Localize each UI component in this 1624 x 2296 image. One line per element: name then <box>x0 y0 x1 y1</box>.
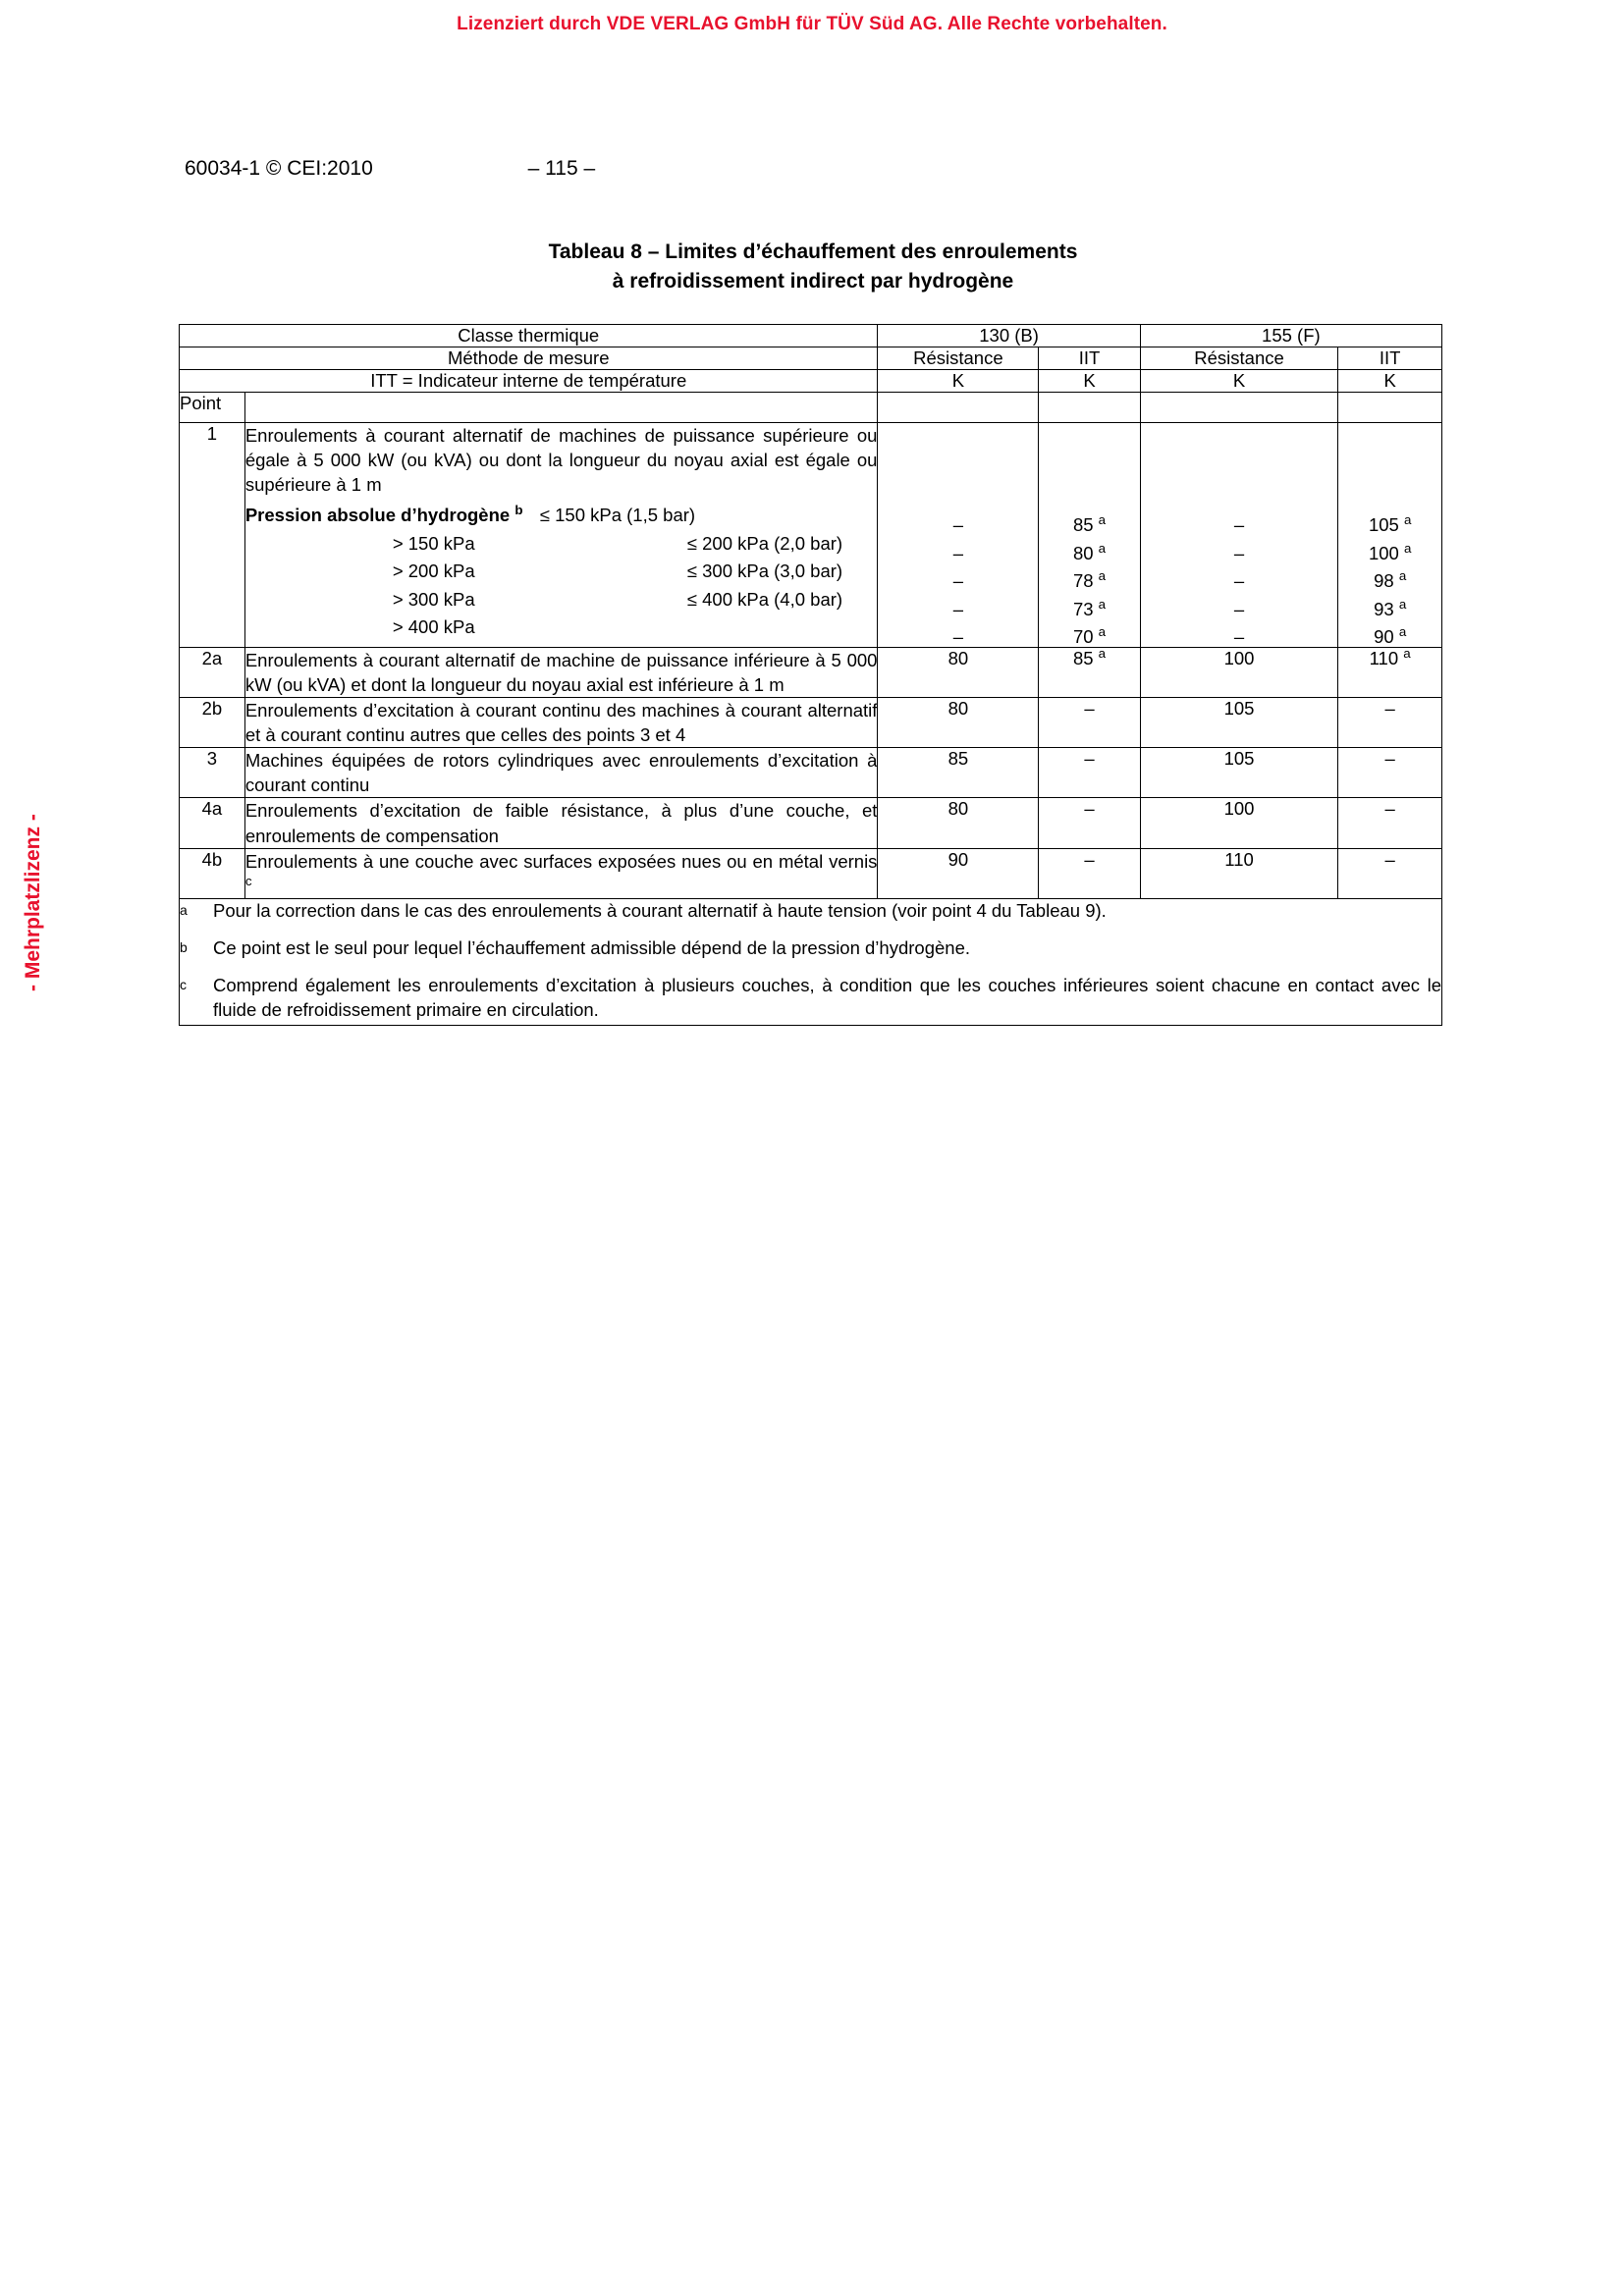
row-res155-2b: 105 <box>1140 697 1338 747</box>
pressure-line <box>245 562 878 581</box>
header-resistance-130: Résistance <box>878 347 1039 370</box>
row-description-4b: Enroulements à une couche avec surfaces exposées nues ou en métal vernis $^c$ <box>244 848 878 898</box>
pressure-line <box>245 532 878 554</box>
row-itt130-3: – <box>1039 748 1140 798</box>
row-itt155-1 <box>1338 423 1442 648</box>
row-description-1 <box>244 423 878 648</box>
row-res130-4a: 80 <box>878 798 1039 848</box>
row-itt130-4a: – <box>1039 798 1140 848</box>
value: – <box>1233 542 1245 563</box>
value: – <box>1233 514 1245 535</box>
row-res130-1 <box>878 423 1039 648</box>
side-license-text: - Mehrplatzlizenz - <box>22 814 44 991</box>
row-point-3: 3 <box>180 748 245 798</box>
row-res155-4a: 100 <box>1140 798 1338 848</box>
value: 100 $^a$ <box>1368 540 1412 563</box>
value: 70 $^a$ <box>1072 623 1107 647</box>
pressure-label: > 200 kPa <box>392 561 475 582</box>
row-itt155-4a: – <box>1338 798 1442 848</box>
unit-resistance-155: K <box>1140 370 1338 393</box>
header-point-spacer-i130 <box>1039 393 1140 423</box>
pressure-value: ≤ 400 kPa (4,0 bar) <box>686 588 843 610</box>
pressure-value: ≤ 200 kPa (2,0 bar) <box>686 532 843 554</box>
row-itt130-4b: – <box>1039 848 1140 898</box>
footnote-mark: a <box>180 902 188 919</box>
table-row <box>180 848 1442 898</box>
limits-table <box>179 324 1442 1026</box>
pressure-value: ≤ 300 kPa (3,0 bar) <box>686 561 843 582</box>
table-header-row-point <box>180 393 1442 423</box>
pressure-label: > 150 kPa <box>392 532 475 554</box>
header-resistance-155: Résistance <box>1140 347 1338 370</box>
footnote-mark: c <box>180 977 187 992</box>
value: – <box>952 542 963 563</box>
row-res155-4b: 110 <box>1140 848 1338 898</box>
row-description-4a: Enroulements d’excitation de faible résistance, à plus d’une couche, et enroulements de compensation <box>244 798 878 848</box>
value: 98 $^a$ <box>1374 567 1407 591</box>
pressure-line <box>245 618 878 637</box>
row-point-2b: 2b <box>180 697 245 747</box>
row-res130-2a: 80 <box>878 647 1039 697</box>
pressure-value <box>687 618 878 637</box>
footnote-text: Ce point est le seul pour lequel l’échauffement admissible dépend de la pression d’hydrogène. <box>213 937 970 959</box>
value-stack-itt155 <box>1338 511 1441 647</box>
table-row <box>180 748 1442 798</box>
row-description-1-text: Enroulements à courant alternatif de machines de puissance supérieure ou égale à 5 000 kW (ou kVA) ou dont la longueur du noyau axial est égale ou supérieure à 1 m <box>244 425 878 496</box>
value: 73 $^a$ <box>1072 596 1107 619</box>
table-header-row-method <box>180 347 1442 370</box>
value: – <box>952 598 963 619</box>
footnote-text: Pour la correction dans le cas des enroulements à courant alternatif à haute tension (voir point 4 du Tableau 9). <box>213 900 1107 922</box>
value: – <box>1233 598 1245 619</box>
value: 78 $^a$ <box>1072 567 1107 591</box>
table-footnotes <box>180 899 1442 1026</box>
row-itt155-3: – <box>1338 748 1442 798</box>
license-banner: Lizenziert durch VDE VERLAG GmbH für TÜV Süd AG. Alle Rechte vorbehalten. <box>457 14 1167 34</box>
value: – <box>1233 570 1245 591</box>
header-class-155: 155 (F) <box>1140 325 1441 347</box>
table-header-row-units <box>180 370 1442 393</box>
row-itt130-2a: 85 $^a$ <box>1039 647 1140 697</box>
row-res155-2a: 100 <box>1140 647 1338 697</box>
row-description-2b: Enroulements d’excitation à courant continu des machines à courant alternatif et à courant continu autres que celles des points 3 et 4 <box>244 697 878 747</box>
header-point-spacer-desc <box>244 393 878 423</box>
footnote-text: Comprend également les enroulements d’excitation à plusieurs couches, à condition que les couches inférieures soient chacune en contact avec le fluide de refroidissement primaire en circulation. <box>213 975 1441 1020</box>
table-notes-row <box>180 899 1442 1026</box>
header-point-spacer-r130 <box>878 393 1039 423</box>
table-row <box>180 798 1442 848</box>
footnote-c <box>180 974 1441 1023</box>
unit-itt-130: K <box>1039 370 1140 393</box>
row-itt130-2b: – <box>1039 697 1140 747</box>
header-point: Point <box>180 393 245 423</box>
row-point-4b: 4b <box>180 848 245 898</box>
header-class-130: 130 (B) <box>878 325 1140 347</box>
footnote-ref-b: b <box>514 503 523 518</box>
pressure-list-1 <box>244 503 878 638</box>
value: 105 $^a$ <box>1368 511 1412 535</box>
row-res130-4b: 90 <box>878 848 1039 898</box>
page-header <box>185 157 1441 181</box>
value: – <box>952 626 963 647</box>
footnote-a <box>180 899 1441 924</box>
value: – <box>952 570 963 591</box>
value-stack-itt130 <box>1039 511 1139 647</box>
unit-resistance-130: K <box>878 370 1039 393</box>
header-page-number: – 115 – <box>527 157 596 180</box>
value: 80 $^a$ <box>1072 540 1107 563</box>
header-point-spacer-r155 <box>1140 393 1338 423</box>
row-point-4a: 4a <box>180 798 245 848</box>
row-res130-3: 85 <box>878 748 1039 798</box>
value: 93 $^a$ <box>1374 596 1407 619</box>
pressure-label: > 400 kPa <box>392 616 475 638</box>
footnote-mark: b <box>180 939 188 956</box>
pressure-label: Pression absolue d’hydrogène $^b$ <box>244 503 523 526</box>
value: 85 $^a$ <box>1072 511 1107 535</box>
table-row <box>180 423 1442 648</box>
unit-itt-155: K <box>1338 370 1442 393</box>
row-res155-3: 105 <box>1140 748 1338 798</box>
value: 90 $^a$ <box>1374 623 1407 647</box>
footnote-b <box>180 936 1441 961</box>
row-point-1: 1 <box>180 423 245 648</box>
value-stack-res130 <box>878 516 1038 647</box>
header-itt-130: IIT <box>1039 347 1140 370</box>
pressure-value: ≤ 150 kPa (1,5 bar) <box>539 505 696 526</box>
pressure-line <box>245 588 878 610</box>
row-description-3: Machines équipées de rotors cylindriques avec enroulements d’excitation à courant continu <box>244 748 878 798</box>
row-point-2a: 2a <box>180 647 245 697</box>
header-classe-thermique: Classe thermique <box>180 325 878 347</box>
table-row <box>180 697 1442 747</box>
page-title-line1: Tableau 8 – Limites d’échauffement des enroulements <box>548 240 1078 263</box>
row-itt155-4b: – <box>1338 848 1442 898</box>
page-title-line2: à refroidissement indirect par hydrogène <box>612 269 1014 293</box>
header-itt-155: IIT <box>1338 347 1442 370</box>
row-description-2a: Enroulements à courant alternatif de machine de puissance inférieure à 5 000 kW (ou kVA) et dont la longueur du noyau axial est inférieure à 1 m <box>244 647 878 697</box>
header-itt-definition: ITT = Indicateur interne de température <box>180 370 878 393</box>
value: – <box>1233 626 1245 647</box>
header-methode-de-mesure: Méthode de mesure <box>180 347 878 370</box>
row-res155-1 <box>1140 423 1338 648</box>
row-res130-2b: 80 <box>878 697 1039 747</box>
table-header-row-class <box>180 325 1442 347</box>
header-document-id: 60034-1 © CEI:2010 <box>185 157 373 180</box>
row-itt155-2b: – <box>1338 697 1442 747</box>
header-point-spacer-i155 <box>1338 393 1442 423</box>
value: – <box>952 514 963 535</box>
table-row <box>180 647 1442 697</box>
pressure-line <box>244 503 878 526</box>
page-title <box>185 238 1441 296</box>
pressure-label: > 300 kPa <box>392 588 475 610</box>
row-itt130-1 <box>1039 423 1140 648</box>
value-stack-res155 <box>1141 516 1338 647</box>
row-itt155-2a: 110 $^a$ <box>1338 647 1442 697</box>
